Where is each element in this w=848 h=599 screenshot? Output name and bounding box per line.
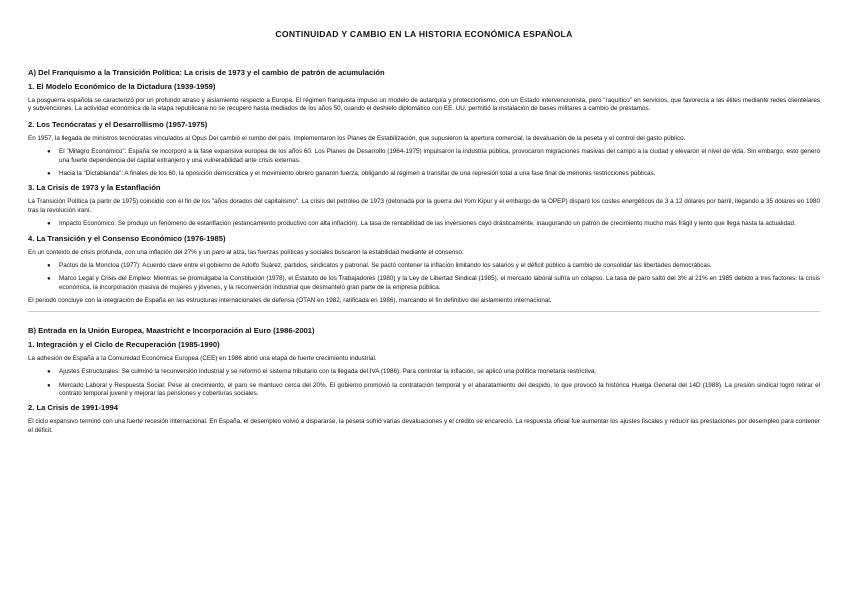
section-b-sub2-title: 2. La Crisis de 1991-1994 xyxy=(28,403,118,413)
section-a-sub2-title: 2. Los Tecnócratas y el Desarrollismo (1957-1975) xyxy=(28,119,208,129)
section-a-sub1-paragraph: La posguerra española se caracterizó por un profundo atraso y aislamiento respecto a Europa. El régimen franquista impuso un modelo de autarquía y proteccionismo, con un Estado intervencionista, pero "raquítico" en servicios, que favorecía a las élites mediante redes clientelares y subvenciones. La actividad económica de la etapa republicana no se recuperó hasta mediados de los años 50, cuando el deshielo diplomático con EE. UU. permitió la instalación de bases militares a cambio de préstamos. xyxy=(28,97,820,113)
list-item-text: Ajustes Estructurales: Se culminó la reconversión industrial y se reformó el sistema tributario con la llegada del IVA (1986). Para controlar la inflación, se aplicó una política monetaria restrictiva. xyxy=(59,368,597,376)
bullet-icon: ● xyxy=(47,171,51,178)
list-item xyxy=(47,368,820,376)
section-a-sub3-paragraph: La Transición Política (a partir de 1975) coincidió con el fin de los "años dorados del capitalismo". La crisis del petróleo de 1973 (detonada por la guerra del Yom Kipur y el embargo de la OPEP) disparó los costes energéticos de 3 a 12 dólares por barril, llegando a 35 dólares en 1980 tras la revolución iraní. xyxy=(28,198,820,214)
section-a xyxy=(28,68,820,306)
list-item-text: Impacto Económico: Se produjo un fenómeno de estanflación (estancamiento productivo con alta inflación). La tasa de rentabilidad de las inversiones cayó drásticamente, inaugurando un patrón de crecimiento mucho más frágil y lento que llega hasta la actualidad. xyxy=(59,220,796,228)
section-a-sub2-list xyxy=(28,148,820,178)
section-b-sub1-list xyxy=(28,368,820,398)
section-b-title: B) Entrada en la Unión Europea, Maastricht e Incorporación al Euro (1986-2001) xyxy=(28,325,315,335)
section-a-sub4-paragraph: En un contexto de crisis profunda, con una inflación del 27% y un paro al alza, las fuerzas políticas y sociales buscaron la estabilidad mediante el consenso: xyxy=(28,248,464,256)
section-a-sub4-title: 4. La Transición y el Consenso Económico (1976-1985) xyxy=(28,233,226,243)
section-b-sub2-paragraph: El ciclo expansivo terminó con una fuerte recesión internacional. En España, el desempleo volvió a dispararse, la peseta sufrió varias devaluaciones y el crédito se encareció. La respuesta oficial fue aumentar los ajustes fiscales y reducir las prestaciones por desempleo para contener el déficit. xyxy=(28,418,820,434)
list-item-text: El "Milagro Económico": España se incorporó a la fase expansiva europea de los años 60. Los Planes de Desarrollo (1964-1975) impulsaron la industria pública, provocaron migraciones masivas del campo a la ciudad y elevaron el nivel de vida. Sin embargo, esto generó una fuerte dependencia del capital extranjero y una vulnerabilidad ante crisis externas. xyxy=(59,148,820,164)
section-a-closing-paragraph: El periodo concluye con la integración de España en las estructuras internacionales de defensa (OTAN en 1982, ratificada en 1986), marcando el fin definitivo del aislamiento internacional. xyxy=(28,297,552,305)
bullet-icon: ● xyxy=(47,276,51,283)
bullet-icon: ● xyxy=(47,221,51,228)
list-item-text: Marco Legal y Crisis del Empleo: Mientras se promulgaba la Constitución (1978), el Estatuto de los Trabajadores (1980) y la Ley de Libertad Sindical (1985), el mercado laboral sufría un colapso. La tasa de paro saltó del 3% al 21% en 1985 debido a tres factores: la crisis económica, la incorporación masiva de mujeres y jóvenes, y la reconversión industrial que desmanteló gran parte de la empresa pública. xyxy=(59,275,820,291)
section-a-sub3-list xyxy=(28,220,820,228)
bullet-icon: ● xyxy=(47,263,51,270)
section-b-sub1-title: 1. Integración y el Ciclo de Recuperación (1985-1990) xyxy=(28,339,220,349)
list-item xyxy=(47,275,820,292)
bullet-icon: ● xyxy=(47,369,51,376)
list-item xyxy=(47,170,820,178)
section-a-sub1-title: 1. El Modelo Económico de la Dictadura (1939-1959) xyxy=(28,82,216,91)
section-b-sub1-paragraph: La adhesión de España a la Comunidad Económica Europea (CEE) en 1986 abrió una etapa de fuerte crecimiento industrial. xyxy=(28,354,377,362)
list-item-text: Mercado Laboral y Respuesta Social: Pese al crecimiento, el paro se mantuvo cerca del 20%. El gobierno promovió la contratación temporal y el abaratamiento del despido, lo que provocó la histórica Huelga General del 14D (1988). La presión sindical logró retirar el contrato temporal juvenil y mejorar las pensiones y coberturas sociales. xyxy=(59,381,820,397)
document-title: CONTINUIDAD Y CAMBIO EN LA HISTORIA ECONÓMICA ESPAÑOLA xyxy=(275,29,573,39)
section-a-sub2-paragraph: En 1957, la llegada de ministros tecnócratas vinculados al Opus Dei cambió el rumbo del país. Implementaron los Planes de Estabilización, que supusieron la apertura comercial, la devaluación de la peseta y el control del gasto público. xyxy=(28,134,686,142)
list-item xyxy=(47,262,820,270)
list-item xyxy=(47,381,820,399)
section-a-sub3-title: 3. La Crisis de 1973 y la Estanflación xyxy=(28,183,161,193)
bullet-icon: ● xyxy=(47,149,51,156)
list-item-text: Pactos de la Moncloa (1977): Acuerdo clave entre el gobierno de Adolfo Suárez, partidos, sindicatos y patronal. Se pactó contener la inflación limitando los salarios y el déficit público a cambio de consolidar las libertades democráticas. xyxy=(59,262,712,270)
section-a-sub4-list xyxy=(28,262,820,292)
list-item xyxy=(47,148,820,165)
list-item-text: Hacia la "Dictablanda": A finales de los 60, la oposición democrática y el movimiento obrero ganaron fuerza, obligando al régimen a transitar de una represión total a una fase final de menores restricciones públicas. xyxy=(59,170,656,178)
bullet-icon: ● xyxy=(47,382,51,389)
section-a-title: A) Del Franquismo a la Transición Política: La crisis de 1973 y el cambio de patrón de acumulación xyxy=(28,68,385,77)
section-b xyxy=(28,326,820,435)
list-item xyxy=(47,220,820,228)
